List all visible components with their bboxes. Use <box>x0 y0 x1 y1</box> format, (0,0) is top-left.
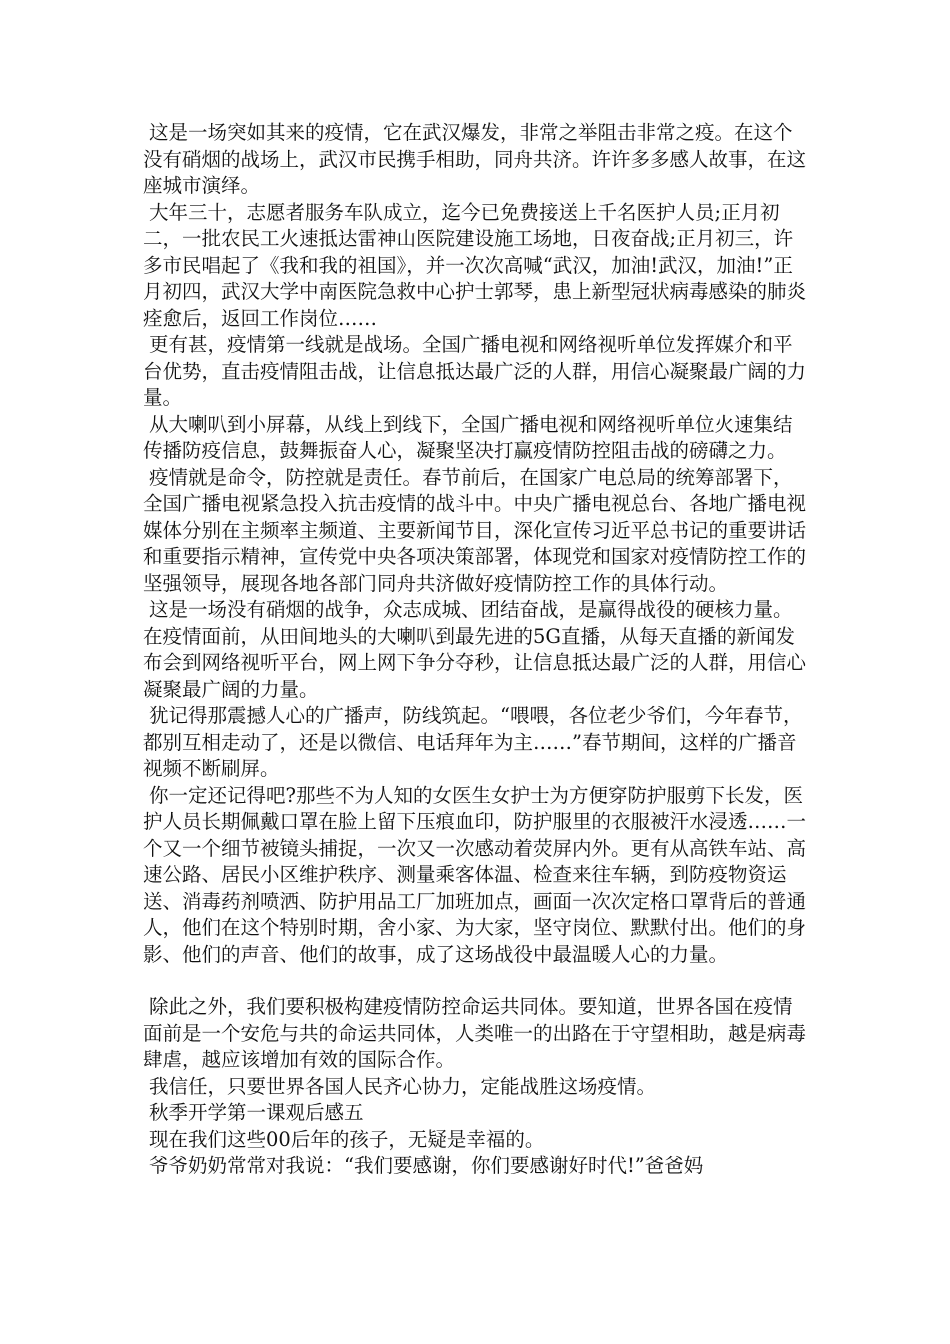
paragraph-broadcast-voice: 犹记得那震撼人心的广播声，防线筑起。“喂喂，各位老少爷们，今年春节，都别互相走动了，还是以微信、电话拜年为主……”春节期间，这样的广播音视频不断刷屏。 <box>143 704 803 780</box>
paragraph-loudspeaker-to-screen: 从大喇叭到小屏幕，从线上到线下，全国广播电视和网络视听单位火速集结传播防疫信息，鼓舞振奋人心，凝聚坚决打赢疫情防控阻击战的磅礴之力。 <box>143 412 793 462</box>
paragraph-epidemic-is-order: 疫情就是命令，防控就是责任。春节前后，在国家广电总局的统筹部署下，全国广播电视紧急投入抗击疫情的战斗中。中央广播电视总台、各地广播电视媒体分别在主频率主频道、主要新闻节目，深化宣传习近平总书记的重要讲话和重要指示精神，宣传党中央各项决策部署，体现党和国家对疫情防控工作的坚强领导，展现各地各部门同舟共济做好疫情防控工作的具体行动。 <box>143 465 807 595</box>
section-heading: 秋季开学第一课观后感五 <box>149 1101 364 1124</box>
document-body <box>143 120 808 1180</box>
paragraph-war-without-smoke: 这是一场没有硝烟的战争，众志成城、团结奋战，是赢得战役的硬核力量。在疫情面前，从田间地头的大喇叭到最先进的5G直播，从每天直播的新闻发布会到网络视听平台，网上网下争分夺秒，让信息抵达最广泛的人群，用信心凝聚最广阔的力量。 <box>143 598 807 701</box>
paragraph-medical-staff: 你一定还记得吧?那些不为人知的女医生女护士为方便穿防护服剪下长发，医护人员长期佩戴口罩在脸上留下压痕血印，防护服里的衣服被汗水浸透……一个又一个细节被镜头捕捉，一次又一次感动着荧屏内外。更有从高铁车站、高速公路、居民小区维护秩序、测量乘客体温、检查来往车辆，到防疫物资运送、消毒药剂喷洒、防护用品工厂加班加点，画面一次次定格口罩背后的普通人，他们在这个特别时期，舍小家、为大家，坚守岗位、默默付出。他们的身影、他们的声音、他们的故事，成了这场战役中最温暖人心的力量。 <box>143 783 807 966</box>
paragraph-grandparents: 爷爷奶奶常常对我说：“我们要感谢，你们要感谢好时代!”爸爸妈 <box>149 1154 704 1177</box>
paragraph-frontline-media: 更有甚，疫情第一线就是战场。全国广播电视和网络视听单位发挥媒介和平台优势，直击疫情阻击战，让信息抵达最广泛的人群，用信心凝聚最广阔的力量。 <box>143 333 807 409</box>
paragraph-wuhan-outbreak: 这是一场突如其来的疫情，它在武汉爆发，非常之举阻击非常之疫。在这个没有硝烟的战场上，武汉市民携手相助，同舟共济。许许多多感人故事，在这座城市演绎。 <box>143 121 807 197</box>
paragraph-00s-children: 现在我们这些00后年的孩子，无疑是幸福的。 <box>149 1127 545 1151</box>
paragraph-volunteers: 大年三十，志愿者服务车队成立，迄今已免费接送上千名医护人员;正月初二，一批农民工火速抵达雷神山医院建设施工场地，日夜奋战;正月初三，许多市民唱起了《我和我的祖国》，并一次次高喊“武汉，加油!武汉，加油!”正月初四，武汉大学中南医院急救中心护士郭琴，患上新型冠状病毒感染的肺炎痊愈后，返回工作岗位…… <box>143 200 807 330</box>
paragraph-community-of-destiny: 除此之外，我们要积极构建疫情防控命运共同体。要知道，世界各国在疫情面前是一个安危与共的命运共同体，人类唯一的出路在于守望相助，越是病毒肆虐，越应该增加有效的国际合作。 <box>143 995 807 1071</box>
paragraph-trust: 我信任，只要世界各国人民齐心协力，定能战胜这场疫情。 <box>149 1074 657 1098</box>
